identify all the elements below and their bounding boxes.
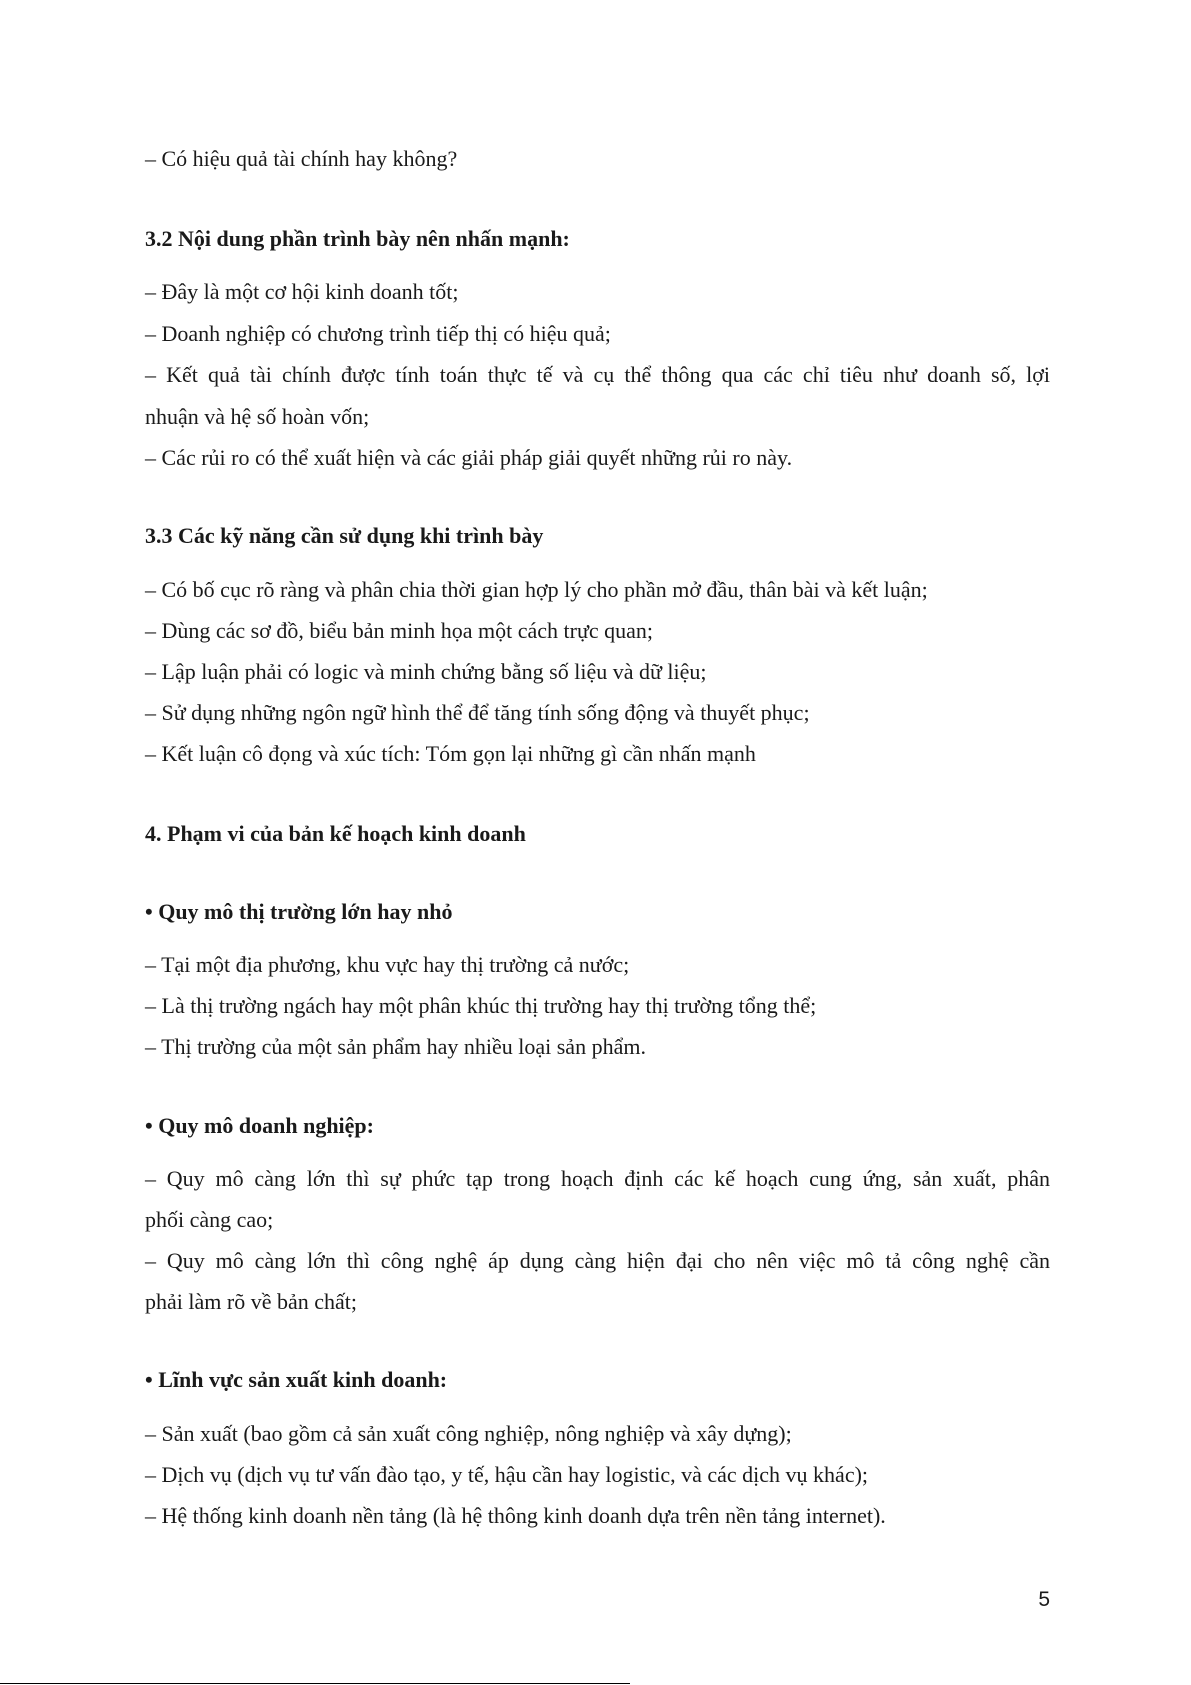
- list-item: – Quy mô càng lớn thì sự phức tạp trong hoạch định các kế hoạch cung ứng, sản xuất, phân: [145, 1166, 1050, 1191]
- list-item: – Tại một địa phương, khu vực hay thị trường cả nước;: [145, 952, 630, 977]
- list-item: – Đây là một cơ hội kinh doanh tốt;: [145, 279, 459, 304]
- list-item: – Kết quả tài chính được tính toán thực tế và cụ thể thông qua các chỉ tiêu như doanh số, lợi: [145, 362, 1050, 387]
- section-heading-3-2: 3.2 Nội dung phần trình bày nên nhấn mạnh:: [145, 226, 570, 251]
- list-item: – Dùng các sơ đồ, biểu bản minh họa một cách trực quan;: [145, 618, 654, 643]
- list-item: – Có hiệu quả tài chính hay không?: [145, 146, 458, 171]
- list-item: – Quy mô càng lớn thì công nghệ áp dụng càng hiện đại cho nên việc mô tả công nghệ cần: [145, 1248, 1050, 1273]
- list-item-continuation: nhuận và hệ số hoàn vốn;: [145, 404, 370, 429]
- subheading-business-field: • Lĩnh vực sản xuất kinh doanh:: [145, 1367, 448, 1392]
- list-item: – Dịch vụ (dịch vụ tư vấn đào tạo, y tế, hậu cần hay logistic, và các dịch vụ khác);: [145, 1462, 869, 1487]
- list-item: – Hệ thống kinh doanh nền tảng (là hệ thông kinh doanh dựa trên nền tảng internet).: [145, 1503, 886, 1528]
- list-item: – Doanh nghiệp có chương trình tiếp thị có hiệu quả;: [145, 321, 611, 346]
- list-item: – Có bố cục rõ ràng và phân chia thời gian hợp lý cho phần mở đầu, thân bài và kết luận;: [145, 577, 928, 602]
- list-item: – Kết luận cô đọng và xúc tích: Tóm gọn lại những gì cần nhấn mạnh: [145, 741, 756, 766]
- list-item-continuation: phải làm rõ về bản chất;: [145, 1289, 357, 1314]
- list-item: – Lập luận phải có logic và minh chứng bằng số liệu và dữ liệu;: [145, 659, 707, 684]
- list-item-continuation: phối càng cao;: [145, 1207, 274, 1232]
- section-heading-3-3: 3.3 Các kỹ năng cần sử dụng khi trình bày: [145, 523, 544, 548]
- list-item: – Sản xuất (bao gồm cả sản xuất công nghiệp, nông nghiệp và xây dựng);: [145, 1421, 792, 1446]
- page-number: 5: [1038, 1588, 1050, 1611]
- section-heading-4: 4. Phạm vi của bản kế hoạch kinh doanh: [145, 821, 526, 846]
- subheading-market-scale: • Quy mô thị trường lớn hay nhỏ: [145, 899, 453, 924]
- list-item: – Là thị trường ngách hay một phân khúc thị trường hay thị trường tổng thể;: [145, 993, 817, 1018]
- list-item: – Sử dụng những ngôn ngữ hình thể để tăng tính sống động và thuyết phục;: [145, 700, 810, 725]
- list-item: – Thị trường của một sản phẩm hay nhiều loại sản phẩm.: [145, 1034, 646, 1059]
- subheading-enterprise-scale: • Quy mô doanh nghiệp:: [145, 1113, 374, 1138]
- list-item: – Các rủi ro có thể xuất hiện và các giải pháp giải quyết những rủi ro này.: [145, 445, 793, 470]
- footer-divider: [0, 1683, 630, 1684]
